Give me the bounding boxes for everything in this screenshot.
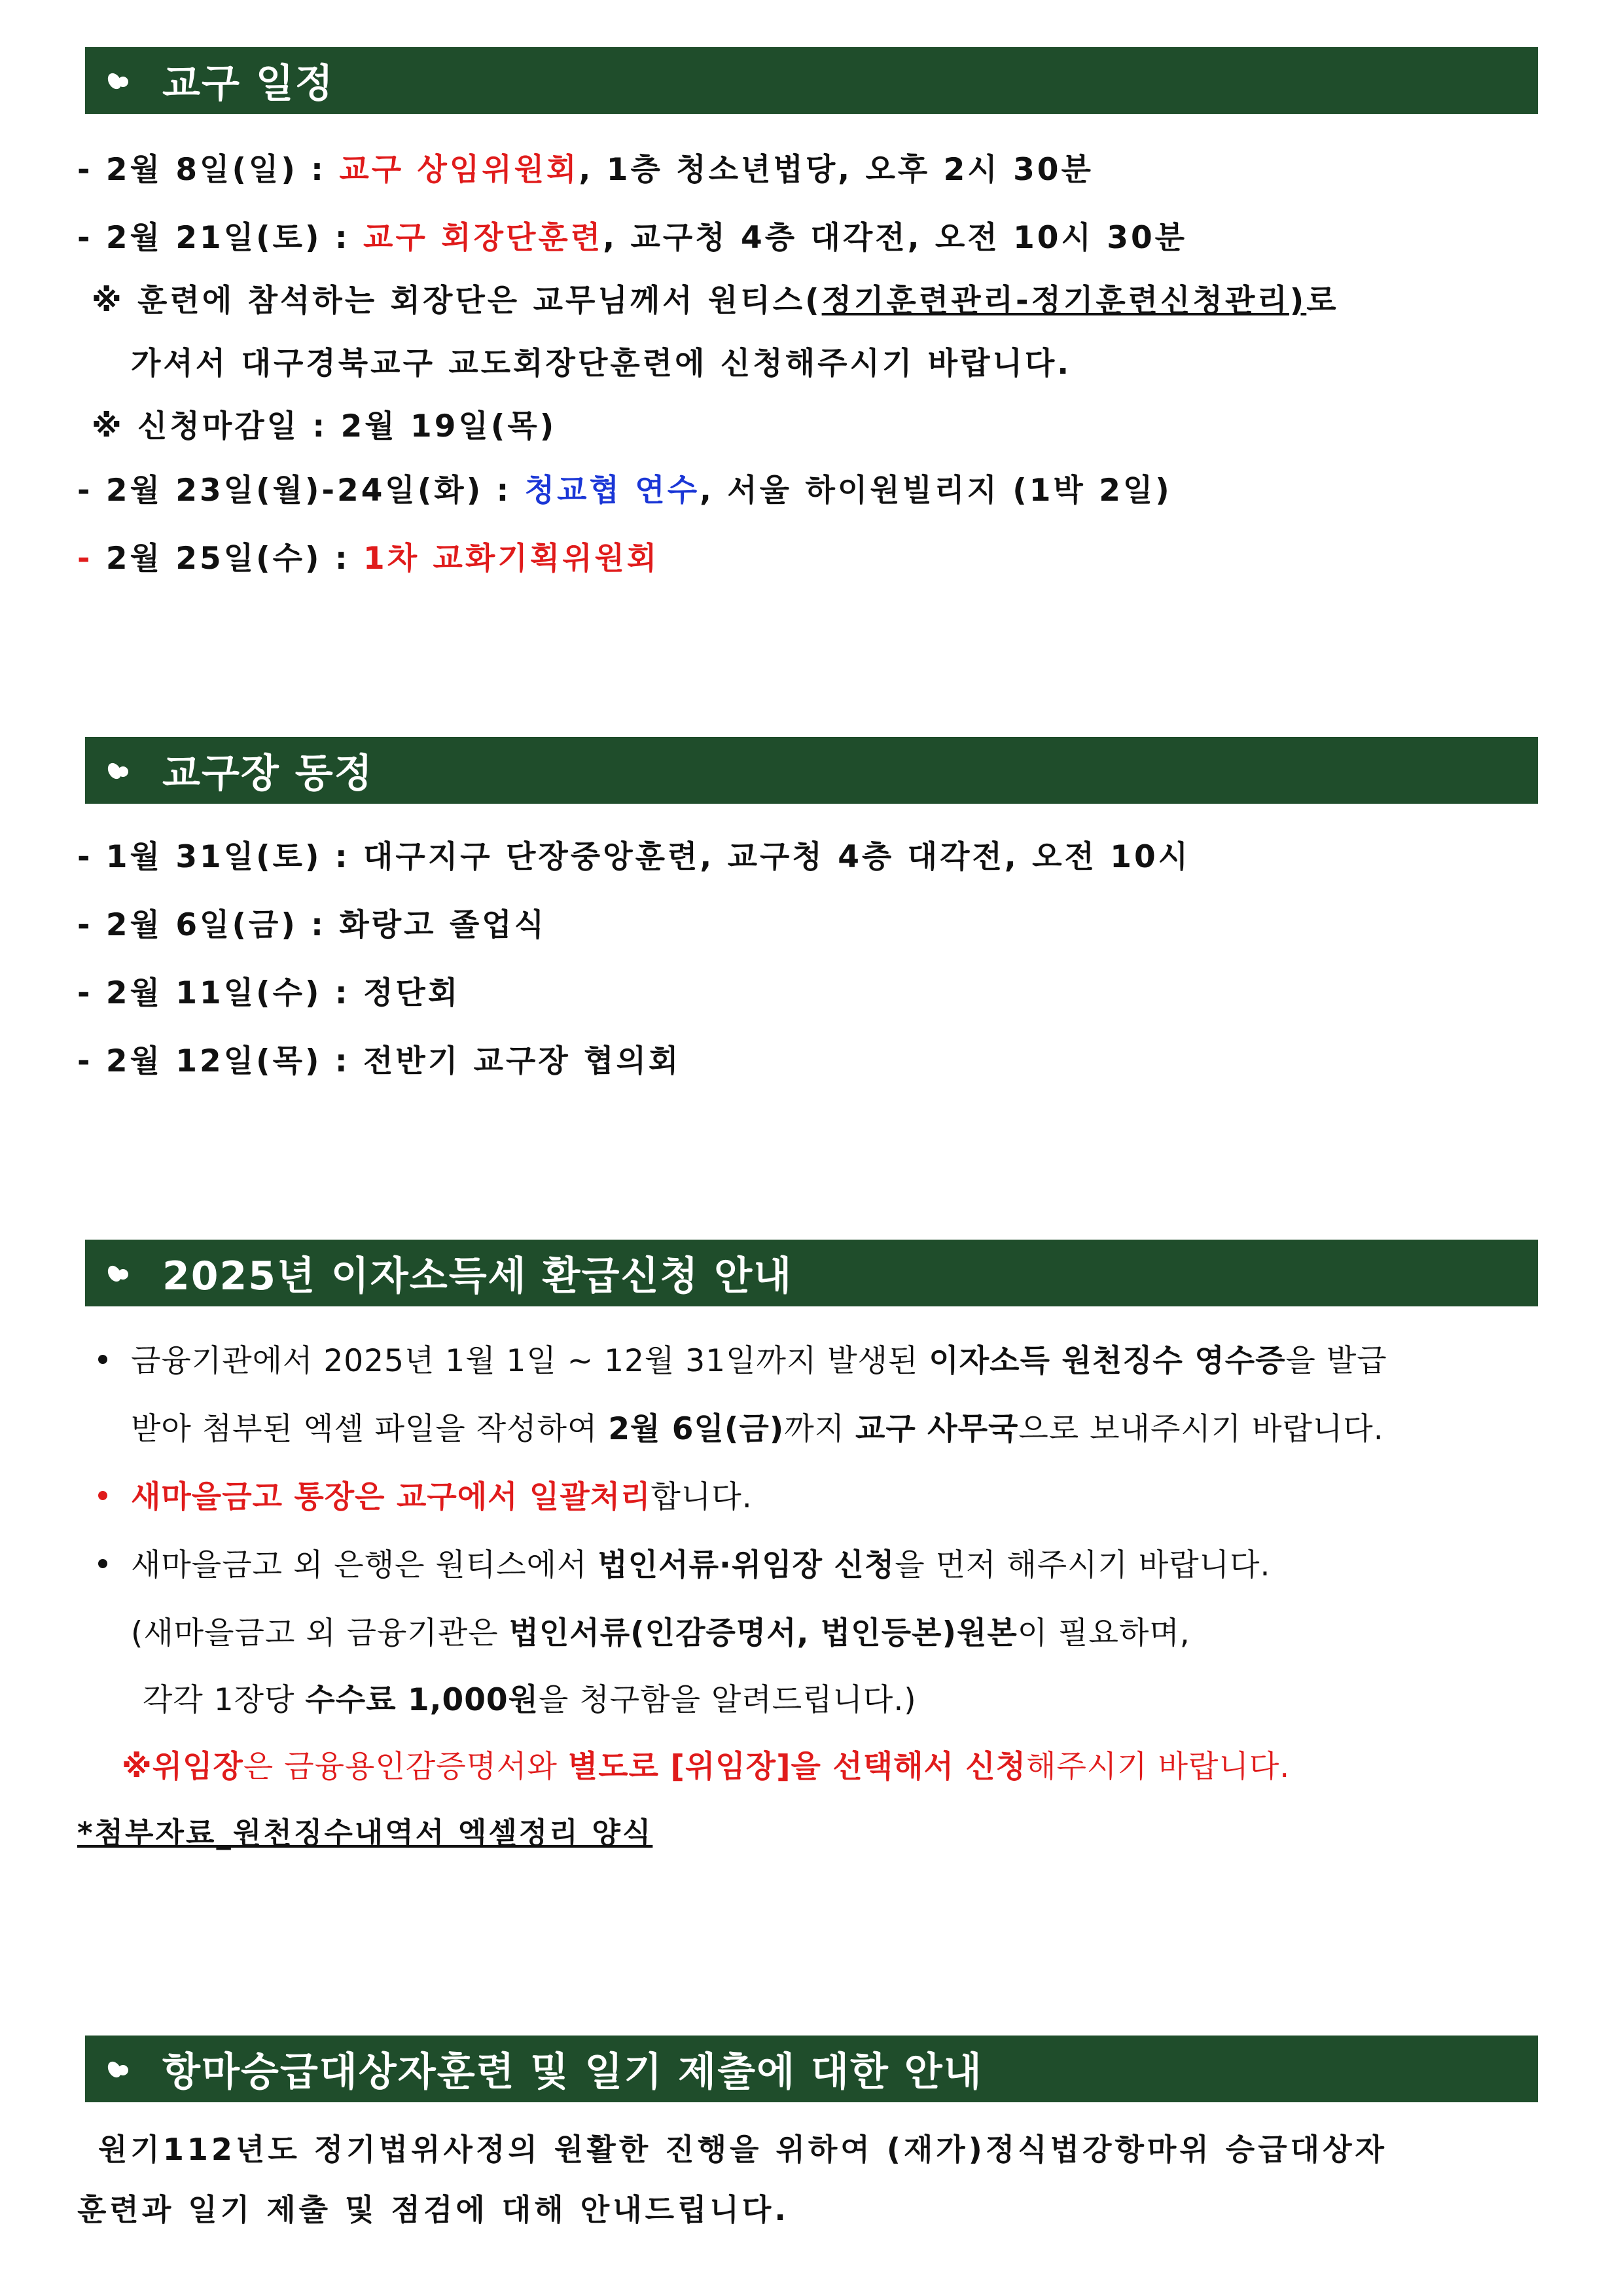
movement-item (77, 1037, 681, 1081)
bullet-dot-icon (98, 1559, 107, 1568)
text: 을 청구함을 알려드립니다.) (539, 1682, 917, 1718)
tax-bullet-cont (131, 1405, 1384, 1448)
dash: - (77, 220, 106, 256)
dash: - (77, 152, 106, 188)
dash: - (77, 975, 106, 1011)
movement-item (77, 833, 1190, 876)
item-event: 교구 회장단훈련 (363, 220, 603, 256)
movement-text: 2월 6일(금) : 화랑고 졸업식 (105, 907, 547, 943)
schedule-note (92, 276, 1339, 320)
tax-bullet (98, 1473, 753, 1516)
item-event: 1차 교화기획위원회 (363, 541, 660, 577)
item-date: 2월 8일(일) : (105, 152, 340, 188)
text: (새마을금고 외 금융기관은 (131, 1615, 509, 1651)
text: 을 발급 (1285, 1343, 1387, 1379)
hangma-paragraph: 원기112년도 정기법위사정의 원활한 진행을 위하여 (재가)정식법강항마위 승급대상자 (98, 2132, 1387, 2167)
item-detail: , 서울 하이원빌리지 (1박 2일) (700, 473, 1172, 509)
bullet-leaf-icon (105, 756, 134, 785)
bold-text: 이자소득 원천징수 영수증 (929, 1343, 1286, 1379)
item-event: 교구 상임위원회 (339, 152, 579, 188)
bullet-leaf-icon (105, 66, 134, 95)
note-text: ※ 훈련에 참석하는 회장단은 교무님께서 원티스( (92, 283, 822, 319)
hangma-paragraph: 훈련과 일기 제출 및 점검에 대해 안내드립니다. (77, 2192, 789, 2227)
bold-red-text: ※위임장 (122, 1749, 243, 1785)
section-title: 항마승급대상자훈련 및 일기 제출에 대한 안내 (162, 2049, 983, 2095)
section-title: 교구 일정 (162, 61, 334, 107)
section-title: 교구장 동정 (162, 751, 374, 797)
bold-red-text: 새마을금고 통장은 교구에서 일괄처리 (131, 1479, 651, 1515)
dash: - (77, 839, 106, 875)
bold-text: 교구 사무국 (855, 1411, 1019, 1447)
dash: - (77, 541, 106, 577)
dash: - (77, 907, 106, 943)
tax-paren (143, 1676, 917, 1719)
item-date: 2월 25일(수) : (105, 541, 364, 577)
bold-red-text: 별도로 [위임장]을 선택해서 신청 (567, 1749, 1027, 1785)
dash: - (77, 473, 106, 509)
text: 으로 보내주시기 바랍니다. (1018, 1411, 1384, 1447)
item-date: 2월 23일(월)-24일(화) : (105, 473, 525, 509)
text: 합니다. (651, 1479, 753, 1515)
text: 을 먼저 해주시기 바랍니다. (895, 1547, 1271, 1583)
text: 각각 1장당 (143, 1682, 306, 1718)
dash: - (77, 1043, 106, 1079)
tax-bullet (98, 1336, 1387, 1380)
text: 금융기관에서 2025년 1월 1일 ~ 12월 31일까지 발생된 (131, 1343, 929, 1379)
tax-paren (131, 1609, 1190, 1653)
movement-text: 1월 31일(토) : 대구지구 단장중앙훈련, 교구청 4층 대각전, 오전 10시 (105, 839, 1191, 875)
movement-text: 2월 11일(수) : 정단회 (105, 975, 461, 1011)
note-underlined: 정기훈련관리-정기훈련신청관리) (821, 283, 1307, 319)
tax-warning (122, 1742, 1290, 1786)
bullet-leaf-icon (105, 2054, 134, 2083)
item-event: 청교협 연수 (524, 473, 700, 509)
section-header-hangma (85, 2036, 1538, 2102)
bold-text: 법인서류(인감증명서, 법인등본)원본 (508, 1615, 1018, 1651)
text: 받아 첨부된 엑셀 파일을 작성하여 (131, 1411, 609, 1447)
red-text: 해주시기 바랍니다. (1026, 1749, 1291, 1785)
section-title: 2025년 이자소득세 환급신청 안내 (162, 1253, 793, 1299)
attachment-note: *첨부자료_원천징수내역서 엑셀정리 양식 (77, 1816, 653, 1850)
movement-item (77, 969, 460, 1013)
tax-bullet (98, 1541, 1270, 1585)
bullet-leaf-icon (105, 1259, 134, 1287)
item-detail: , 교구청 4층 대각전, 오전 10시 30분 (603, 220, 1188, 256)
schedule-item (77, 466, 1172, 510)
bold-text: 수수료 1,000원 (305, 1682, 539, 1718)
schedule-item (77, 534, 659, 578)
bullet-dot-icon (98, 1355, 107, 1364)
bold-text: 법인서류·위임장 신청 (597, 1547, 895, 1583)
schedule-item (77, 145, 1094, 189)
bold-text: 2월 6일(금) (608, 1411, 785, 1447)
schedule-note: 가셔서 대구경북교구 교도회장단훈련에 신청해주시기 바랍니다. (131, 346, 1072, 382)
text: 새마을금고 외 은행은 원티스에서 (131, 1547, 598, 1583)
section-header-schedule (85, 47, 1538, 114)
text: 까지 (784, 1411, 856, 1447)
bullet-dot-icon (98, 1491, 107, 1500)
item-date: 2월 21일(토) : (105, 220, 364, 256)
note-text: 로 (1306, 283, 1339, 319)
movement-item (77, 901, 546, 944)
movement-text: 2월 12일(목) : 전반기 교구장 협의회 (105, 1043, 681, 1079)
schedule-deadline: ※ 신청마감일 : 2월 19일(목) (92, 408, 557, 444)
schedule-item (77, 213, 1187, 257)
section-header-movements (85, 737, 1538, 804)
text: 이 필요하며, (1017, 1615, 1190, 1651)
section-header-tax-refund (85, 1240, 1538, 1306)
red-text: 은 금융용인감증명서와 (243, 1749, 568, 1785)
item-detail: , 1층 청소년법당, 오후 2시 30분 (579, 152, 1094, 188)
